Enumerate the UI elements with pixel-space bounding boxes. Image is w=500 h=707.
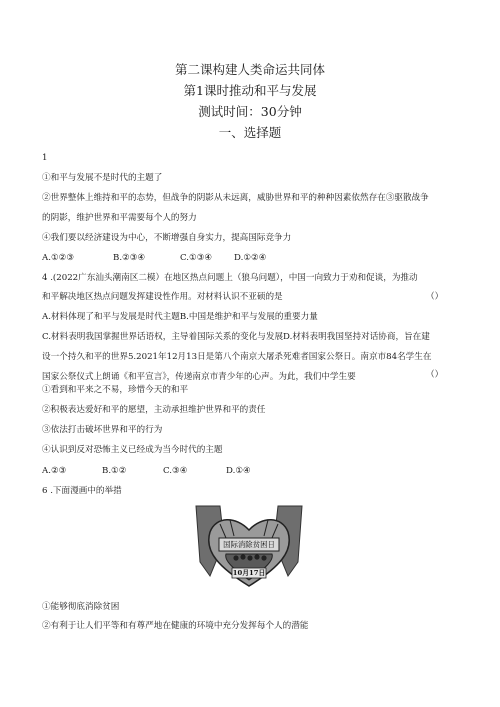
question-1-option-b: B.②③④ (113, 253, 146, 263)
question-4-line: 国家公祭仪式上朗诵《和平宣言》，传递南京市青少年的心声。为此，我们中学生要 (42, 372, 356, 382)
lesson-title: 第二课构建人类命运共同体 (174, 62, 325, 77)
question-1-option-a: A.①②③ (42, 253, 75, 263)
question-6-stem: 6 .下面漫画中的举措 (42, 486, 122, 496)
question-1-number: 1 (42, 153, 48, 163)
question-5-option-b: B.①② (102, 466, 127, 476)
question-4-line: A.材料体现了和平与发展是时代主题B.中国是维护和平与发展的重要力量 (42, 312, 318, 322)
question-4-line: 设一个持久和平的世界5.2021年12月13日是第八个南京大屠杀死难者国家公祭日。南京市84名学生在 (42, 352, 432, 362)
question-1-item: ①和平与发展不是时代的主题了 (42, 173, 163, 183)
question-4-line: 和平解决地区热点问题发挥建设性作用。对材料认识不亚硕的是 (42, 292, 283, 302)
question-5-item: ①看到和平来之不易，珍惜今天的和平 (42, 385, 189, 395)
question-6-item: ①能够彻底消除贫困 (42, 602, 120, 612)
question-1-item: ④我们要以经济建设为中心，不断增强自身实力，提高国际竞争力 (42, 233, 292, 243)
question-4-line: C.材料表明我国掌握世界话语权，主导着国际关系的变化与发展D.材料表明我国坚持对话协商，旨在建 (42, 332, 430, 342)
question-1-item: ②世界整体上维持和平的态势，但战争的阴影从未远离，威胁世界和平的种种因素依然存在③驱散战争 (42, 193, 429, 203)
question-5-option-a: A.②③ (42, 466, 67, 476)
question-4-line: 4 .(2022广东汕头潮南区二模）在地区热点问题上（狼乌问题），中国一向致力于劝和促谈，为推动 (42, 273, 418, 283)
cartoon-banner-text: 国际消除贫困日 (223, 540, 275, 549)
question-6-item: ②有利于让人们平等和有尊严地在健康的环境中充分发挥每个人的潜能 (42, 621, 309, 631)
question-1-option-c: C.①③④ (180, 253, 213, 263)
question-5-option-c: C.③④ (163, 466, 188, 476)
question-5-item: ②积极表达爱好和平的愿望，主动承担维护世界和平的责任 (42, 405, 266, 415)
section-title: 第1课时推动和平与发展 (183, 83, 317, 98)
question-1-option-d: D.①②④ (234, 253, 267, 263)
question-5-item: ③依法打击破坏世界和平的行为 (42, 425, 163, 435)
part-heading: 一、选择题 (218, 125, 282, 140)
time-label: 测试时间：30分钟 (198, 104, 302, 119)
answer-paren: （） (426, 370, 444, 380)
question-5-option-d: D.①④ (226, 466, 251, 476)
poverty-day-cartoon (190, 502, 308, 592)
cartoon-date-text: 10月17日 (232, 569, 266, 577)
question-5-item: ④认识到反对恐怖主义已经成为当今时代的主题 (42, 445, 223, 455)
question-1-item: 的阴影，维护世界和平需要每个人的努力 (42, 213, 197, 223)
answer-paren: （） (426, 292, 444, 302)
